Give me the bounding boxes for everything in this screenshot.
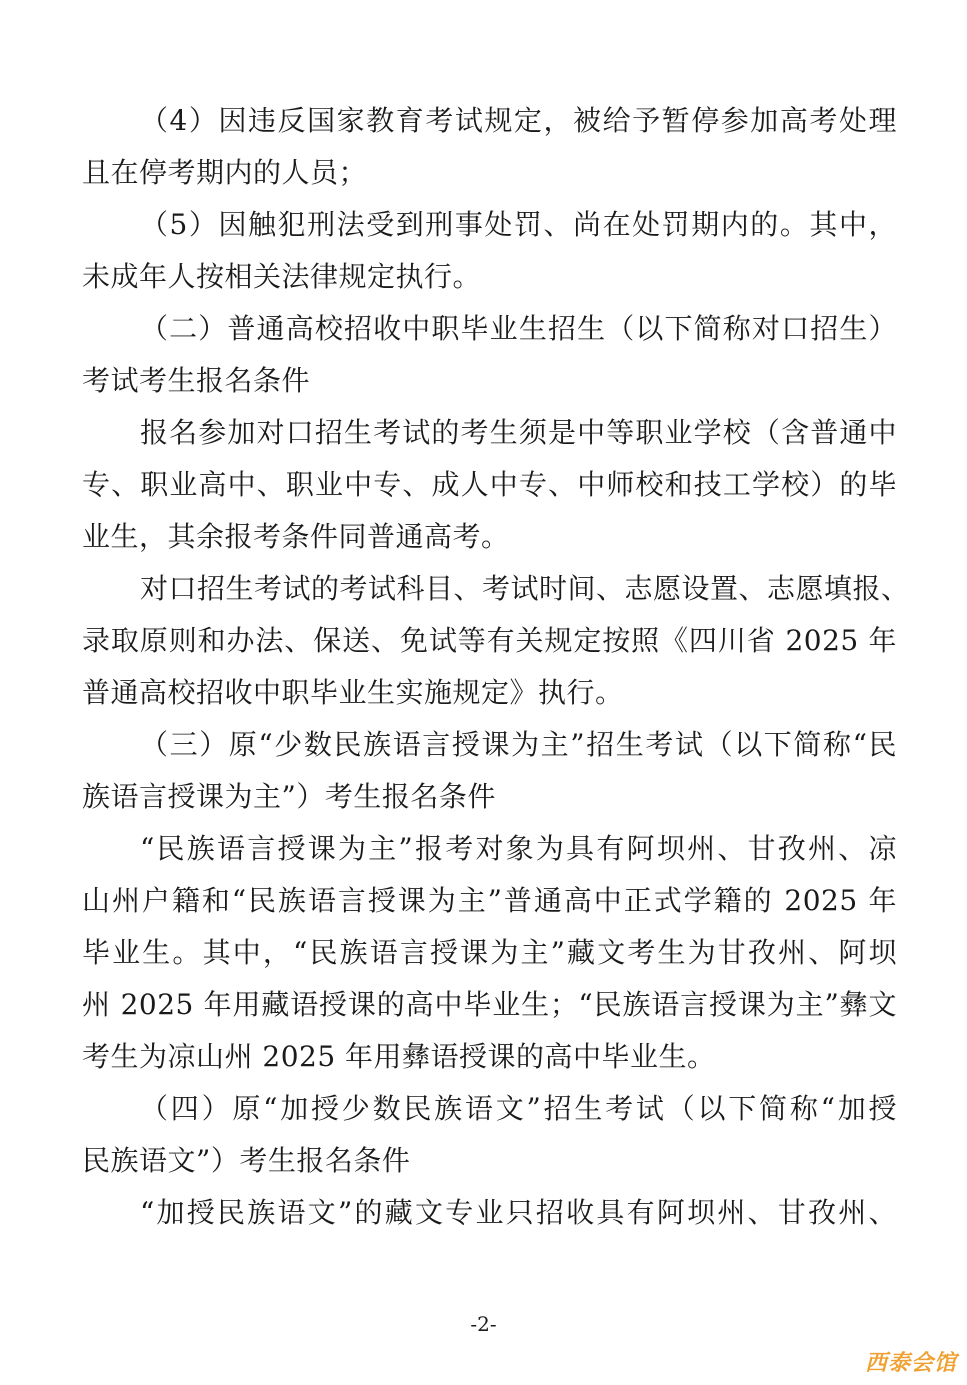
text-line: “民族语言授课为主”报考对象为具有阿坝州、甘孜州、凉: [140, 832, 897, 865]
text-line: 山州户籍和“民族语言授课为主”普通高中正式学籍的 2025 年: [82, 884, 897, 917]
text-line: 报名参加对口招生考试的考生须是中等职业学校（含普通中: [140, 416, 897, 449]
text-line: “加授民族语文”的藏文专业只招收具有阿坝州、甘孜州、: [140, 1196, 897, 1229]
text-line: 未成年人按相关法律规定执行。: [82, 260, 482, 293]
section-heading: 考试考生报名条件: [82, 364, 311, 397]
section-heading: （三）原“少数民族语言授课为主”招生考试（以下简称“民: [140, 728, 897, 761]
watermark-logo: 西泰会馆: [864, 1351, 957, 1376]
section-heading: 族语言授课为主”）考生报名条件: [82, 780, 496, 813]
section-heading: 民族语文”）考生报名条件: [82, 1144, 411, 1177]
text-line: 州 2025 年用藏语授课的高中毕业生；“民族语言授课为主”彝文: [82, 988, 897, 1021]
section-heading: （四）原“加授少数民族语文”招生考试（以下简称“加授: [140, 1092, 897, 1125]
text-line: 专、职业高中、职业中专、成人中专、中师校和技工学校）的毕: [82, 468, 897, 501]
text-line: （5）因触犯刑法受到刑事处罚、尚在处罚期内的。其中，: [140, 208, 897, 241]
page-number: -2-: [470, 1312, 497, 1336]
text-line: 普通高校招收中职毕业生实施规定》执行。: [82, 676, 624, 709]
text-line: 考生为凉山州 2025 年用彝语授课的高中毕业生。: [82, 1040, 716, 1073]
text-line: 毕业生。其中，“民族语言授课为主”藏文考生为甘孜州、阿坝: [82, 936, 897, 969]
text-line: 对口招生考试的考试科目、考试时间、志愿设置、志愿填报、: [140, 572, 910, 605]
text-line: 业生，其余报考条件同普通高考。: [82, 520, 510, 553]
text-line: 录取原则和办法、保送、免试等有关规定按照《四川省 2025 年: [82, 624, 897, 657]
text-line: （4）因违反国家教育考试规定，被给予暂停参加高考处理: [140, 104, 897, 137]
section-heading: （二）普通高校招收中职毕业生招生（以下简称对口招生）: [140, 312, 897, 345]
text-line: 且在停考期内的人员；: [82, 156, 368, 189]
